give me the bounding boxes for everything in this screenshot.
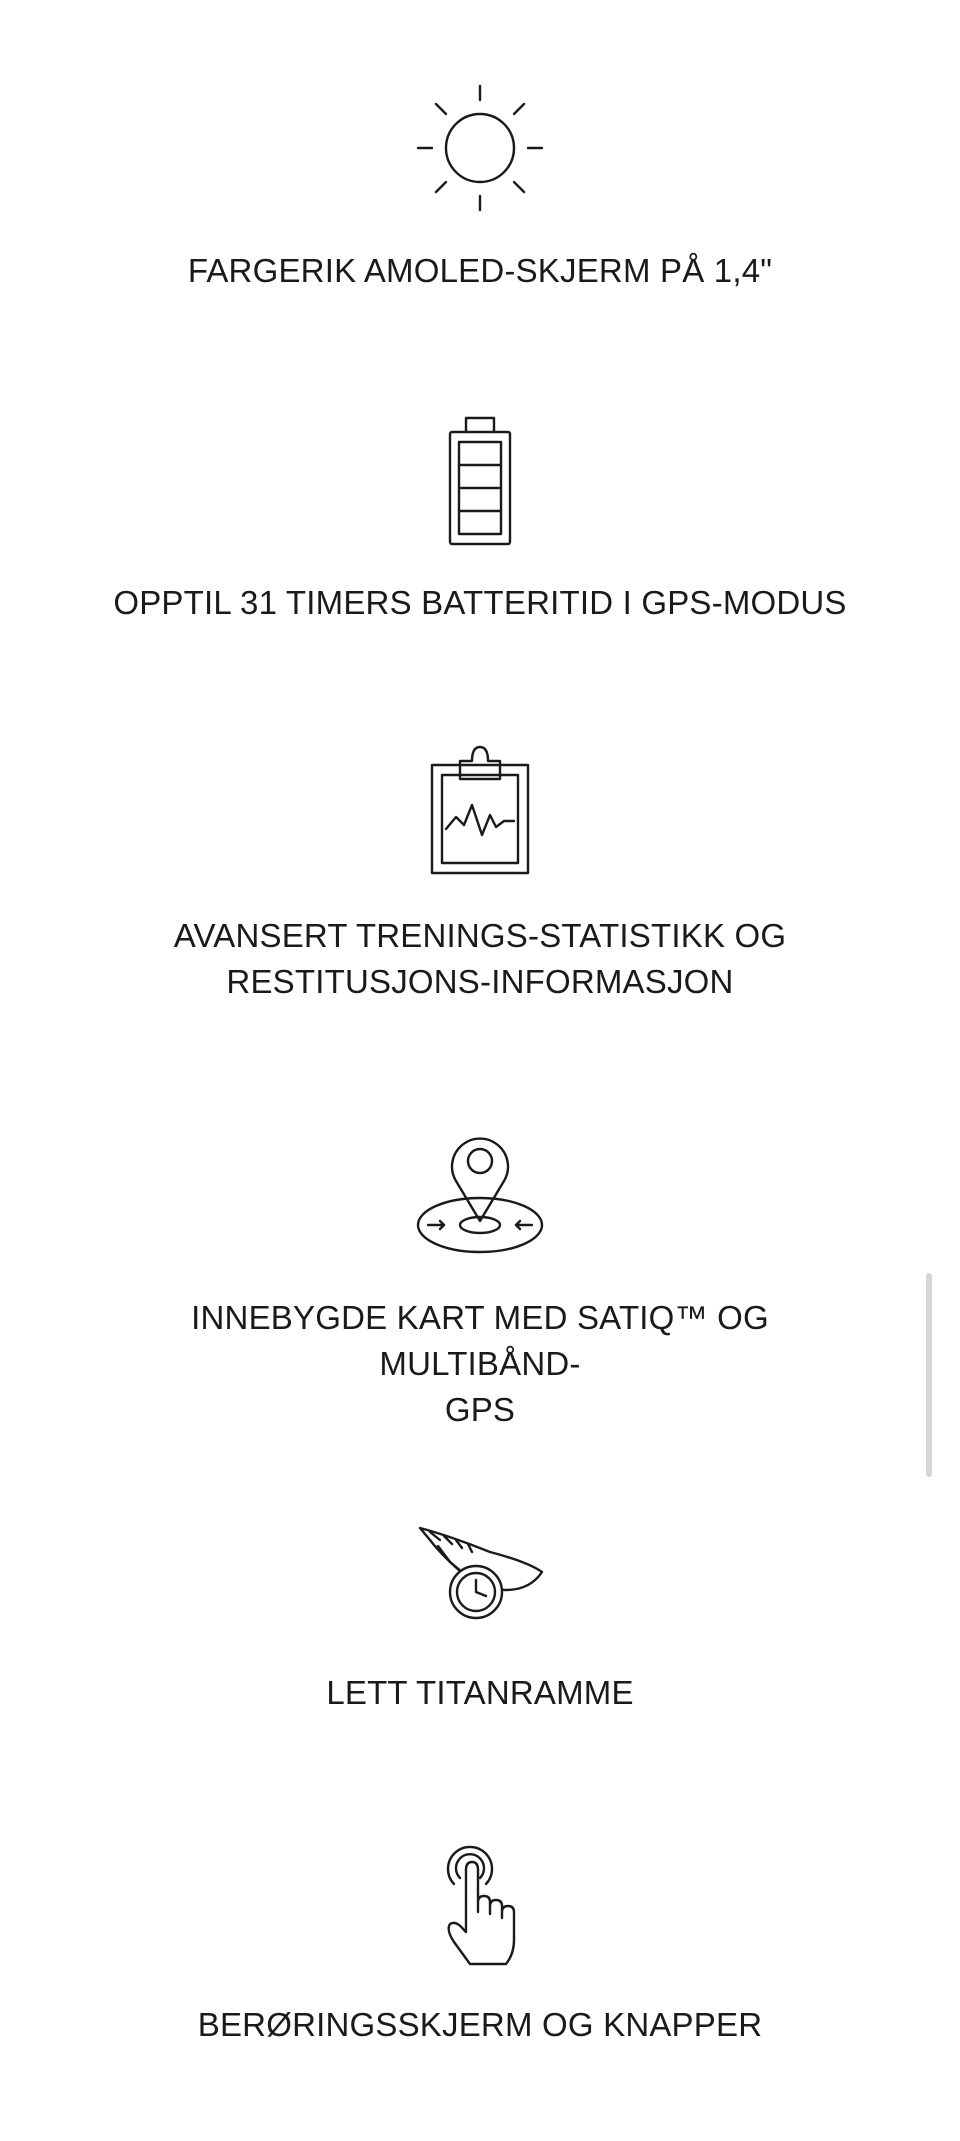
clipboard-chart-icon <box>410 743 550 883</box>
scrollbar-thumb[interactable] <box>926 1273 932 1477</box>
feature-label-line: RESTITUSJONS-INFORMASJON <box>226 963 734 1000</box>
map-pin-icon <box>410 1125 550 1265</box>
feature-training <box>0 743 960 1005</box>
feature-label-line: AVANSERT TRENINGS-STATISTIKK OG <box>173 917 787 954</box>
touch-hand-icon <box>410 1832 550 1972</box>
feature-label-line: GPS <box>444 1391 516 1428</box>
feature-titanium <box>0 1500 960 1716</box>
feature-maps <box>0 1125 960 1433</box>
feature-touchscreen <box>0 1832 960 2048</box>
feature-label: FARGERIK AMOLED-SKJERM PÅ 1,4" <box>187 252 773 289</box>
feature-label: BERØRINGSSKJERM OG KNAPPER <box>197 2006 763 2043</box>
feature-battery <box>0 410 960 626</box>
feature-label <box>90 1295 870 1433</box>
feature-label: LETT TITANRAMME <box>326 1674 634 1711</box>
feature-label-line: INNEBYGDE KART MED SATIQ™ OG MULTIBÅND- <box>191 1299 769 1382</box>
feature-label: OPPTIL 31 TIMERS BATTERITID I GPS-MODUS <box>113 584 847 621</box>
sun-icon <box>410 78 550 218</box>
feature-label <box>90 913 870 1005</box>
feather-watch-icon <box>410 1500 550 1640</box>
battery-icon <box>410 410 550 550</box>
feature-display <box>0 78 960 294</box>
